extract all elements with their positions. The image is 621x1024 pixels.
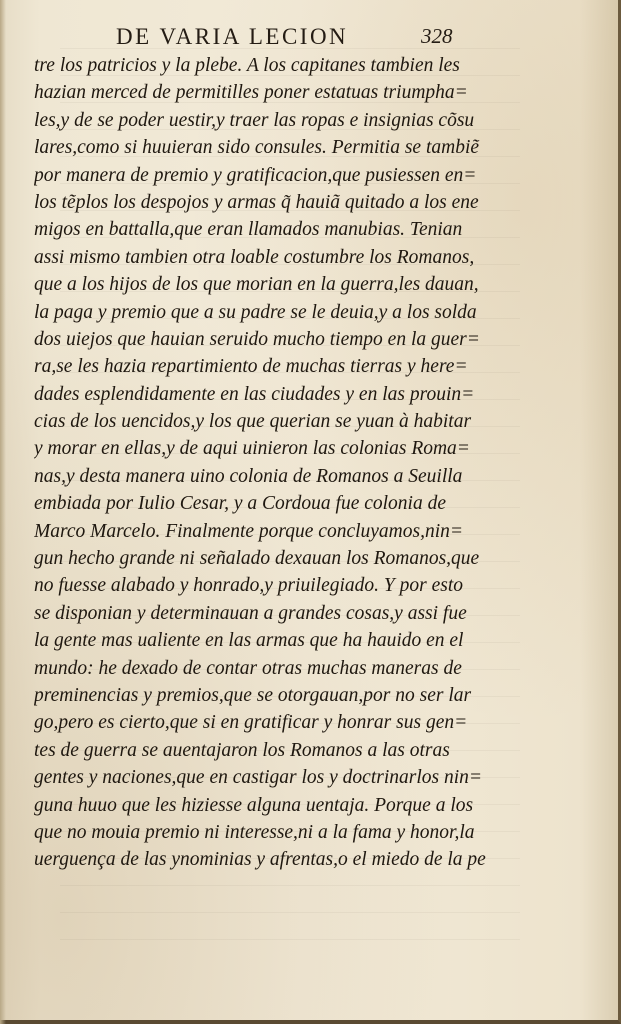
text-line: la gente mas ualiente en las armas que ha hauido en el [34, 630, 464, 652]
text-line: y morar en ellas,y de aqui uinieron las colonias Roma= [34, 438, 470, 460]
text-line: nas,y desta manera uino colonia de Romanos a Seuilla [34, 465, 463, 487]
text-line: preminencias y premios,que se otorgauan,por no ser lar [34, 684, 472, 706]
running-title: DE VARIA LECION [116, 24, 349, 49]
text-line: ra,se les hazia repartimiento de muchas tierras y here= [34, 356, 468, 378]
text-line: tes de guerra se auentajaron los Romanos a las otras [34, 739, 450, 761]
text-line: se disponian y determinauan a grandes cosas,y assi fue [34, 602, 467, 624]
text-line: la paga y premio que a su padre se le deuia,y a los solda [34, 301, 477, 323]
page-gutter-shadow [0, 0, 6, 1024]
text-line: no fuesse alabado y honrado,y priuilegiado. Y por esto [34, 575, 463, 597]
text-line: por manera de premio y gratificacion,que pusiessen en= [34, 164, 477, 186]
text-line: que no mouia premio ni interesse,ni a la fama y honor,la [34, 821, 475, 843]
text-line: dos uiejos que hauian seruido mucho tiempo en la guer= [34, 328, 480, 350]
text-line: dades esplendidamente en las ciudades y en las prouin= [34, 383, 475, 405]
text-line: guna huuo que les hiziesse alguna uentaja. Porque a los [34, 794, 474, 816]
text-line: gun hecho grande ni señalado dexauan los Romanos,que [34, 548, 480, 570]
body-text [34, 52, 512, 874]
text-line: uerguença de las ynominias y afrentas,o el miedo de la pe [34, 849, 486, 871]
text-line: cias de los uencidos,y los que querian se yuan à habitar [34, 411, 472, 433]
page-number: 328 [421, 24, 453, 48]
text-line: tre los patricios y la plebe. A los capitanes tambien les [34, 55, 460, 76]
page-header [0, 22, 621, 54]
text-line: Marco Marcelo. Finalmente porque concluyamos,nin= [34, 520, 464, 542]
text-line: gentes y naciones,que en castigar los y doctrinarlos nin= [34, 767, 483, 789]
text-line: lares,como si huuieran sido consules. Permitia se tambiẽ [34, 137, 480, 159]
text-line: los tẽplos los despojos y armas q̃ hauiã quitado a los ene [34, 191, 479, 213]
text-line: embiada por Iulio Cesar, y a Cordoua fue colonia de [34, 493, 446, 515]
text-line: go,pero es cierto,que si en gratificar y honrar sus gen= [34, 712, 468, 734]
text-line: les,y de se poder uestir,y traer las ropas e insignias cõsu [34, 109, 475, 131]
text-line: hazian merced de permitilles poner estatuas triumpha= [34, 82, 468, 104]
text-line: migos en battalla,que eran llamados manubias. Tenian [34, 219, 463, 241]
text-line: que a los hijos de los que morian en la guerra,les dauan, [34, 274, 479, 296]
text-line: mundo: he dexado de contar otras muchas maneras de [34, 657, 462, 679]
text-line: assi mismo tambien otra loable costumbre los Romanos, [34, 246, 475, 268]
